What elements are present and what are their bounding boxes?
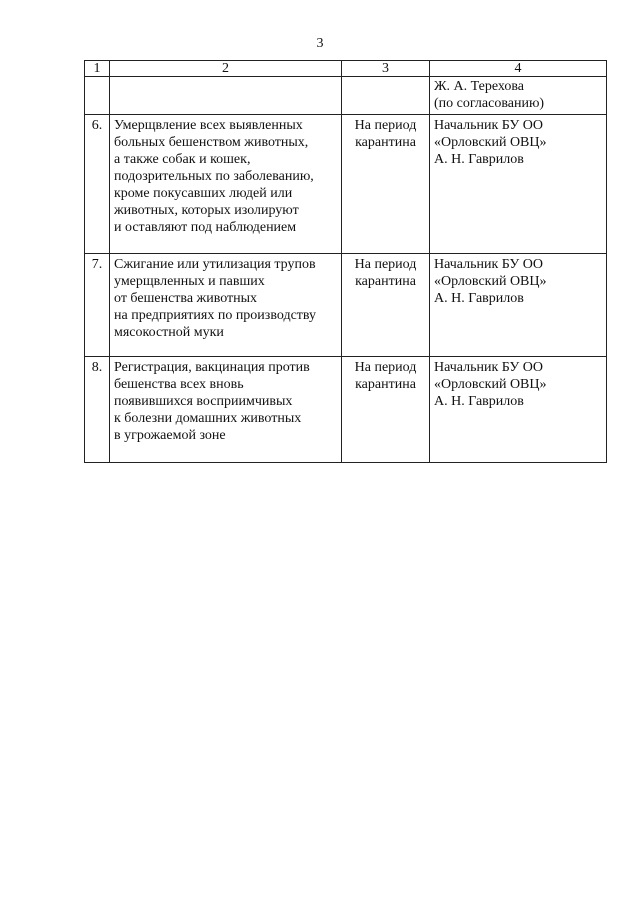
- period-cell: [342, 115, 430, 254]
- activity-cell: [110, 254, 342, 357]
- header-cell-3: 3: [342, 61, 430, 77]
- period-line: карантина: [355, 274, 416, 289]
- header-cell-1: 1: [85, 61, 110, 77]
- header-cell-4: 4: [430, 61, 607, 77]
- activity-line: к болезни домашних животных: [114, 411, 302, 426]
- activity-line: Сжигание или утилизация трупов: [114, 257, 316, 272]
- activity-line: от бешенства животных: [114, 291, 258, 306]
- activity-line: животных, которых изолируют: [114, 203, 299, 218]
- activity-line: подозрительных по заболеванию,: [114, 169, 314, 184]
- activity-cell: [110, 115, 342, 254]
- period-line: карантина: [355, 135, 416, 150]
- responsible-line: А. Н. Гаврилов: [434, 394, 524, 409]
- table-row: [85, 357, 607, 463]
- activity-line: мясокостной муки: [114, 325, 224, 340]
- responsible-line: А. Н. Гаврилов: [434, 152, 524, 167]
- activity-line: на предприятиях по производству: [114, 308, 317, 323]
- number-cell: 8.: [85, 357, 110, 463]
- page-number: 3: [316, 36, 324, 51]
- responsible-cell: [430, 254, 607, 357]
- responsible-cell: [430, 77, 607, 115]
- period-line: карантина: [355, 377, 416, 392]
- activity-line: Регистрация, вакцинация против: [114, 360, 310, 375]
- activity-line: и оставляют под наблюдением: [114, 220, 297, 235]
- activity-line: больных бешенством животных,: [114, 135, 309, 150]
- responsible-cell: [430, 357, 607, 463]
- header-cell-2: 2: [110, 61, 342, 77]
- responsible-cell: [430, 115, 607, 254]
- period-line: На период: [354, 257, 417, 272]
- responsible-line: Начальник БУ ОО: [434, 257, 543, 272]
- responsible-line: «Орловский ОВЦ»: [434, 135, 547, 150]
- period-line: На период: [354, 360, 417, 375]
- period-cell: [342, 254, 430, 357]
- number-cell: [85, 77, 110, 115]
- number-cell: 7.: [85, 254, 110, 357]
- activity-cell: [110, 77, 342, 115]
- responsible-line: Начальник БУ ОО: [434, 118, 543, 133]
- table-row-continuation: [85, 77, 607, 115]
- period-cell: [342, 357, 430, 463]
- activity-line: в угрожаемой зоне: [114, 428, 226, 443]
- number-cell: 6.: [85, 115, 110, 254]
- period-line: На период: [354, 118, 417, 133]
- activity-line: Умерщвление всех выявленных: [114, 118, 303, 133]
- responsible-line: Начальник БУ ОО: [434, 360, 543, 375]
- measures-table: [84, 60, 607, 463]
- activity-line: кроме покусавших людей или: [114, 186, 293, 201]
- activity-line: умерщвленных и павших: [114, 274, 265, 289]
- table-header-row: [85, 61, 607, 77]
- responsible-line: (по согласованию): [434, 96, 545, 111]
- responsible-line: А. Н. Гаврилов: [434, 291, 524, 306]
- table-row: [85, 254, 607, 357]
- responsible-line: «Орловский ОВЦ»: [434, 377, 547, 392]
- activity-line: появившихся восприимчивых: [114, 394, 293, 409]
- activity-line: бешенства всех вновь: [114, 377, 244, 392]
- period-cell: [342, 77, 430, 115]
- responsible-line: «Орловский ОВЦ»: [434, 274, 547, 289]
- activity-line: а также собак и кошек,: [114, 152, 251, 167]
- responsible-line: Ж. А. Терехова: [434, 79, 525, 94]
- table-row: [85, 115, 607, 254]
- activity-cell: [110, 357, 342, 463]
